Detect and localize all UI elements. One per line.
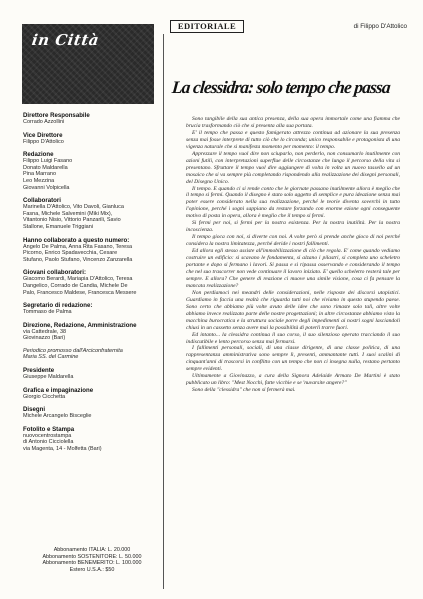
- editorial-paragraph: Il tempo. E quando ci si rende conto che le giornate passano inutilmente allora è meglio che il tempo si fermi. Quando il disegno è stato solo aggetto di semplice e pura ideazione senza mai poter essere considerato nella sua realizzazione, perché le teorie diventa soverchi in tutto l'opinione, perché i sogni sappiano da restare forzando con enorme ezione ogni conseguente motivo di posta in opera, allora è meglio che il tempo si fermi.: [186, 185, 400, 220]
- credit-section: [23, 387, 158, 401]
- credit-line: Giuseppe Maldarella: [23, 374, 74, 381]
- credit-line: Giovanni Volpicella: [23, 184, 70, 191]
- credit-line: Filippo D'Attolico: [23, 138, 64, 145]
- credit-heading: Vice Direttore: [23, 131, 63, 139]
- credit-section: [23, 348, 158, 361]
- credit-section: [23, 322, 158, 342]
- credit-heading: Grafica e impaginazione: [23, 386, 94, 394]
- credit-line: Pina Marrano: [23, 171, 57, 178]
- credit-line: Tommaso de Palma: [23, 309, 72, 316]
- credit-line: Marinella D'Attolico, Vito Davoli, Gianluca: [23, 204, 124, 211]
- credit-line: nuovocentrostampa: [23, 432, 72, 439]
- credit-heading: Fotolito e Stampa: [23, 425, 75, 433]
- masthead-logo: in Città: [30, 31, 101, 49]
- credit-line: di Antonio Cicciolella: [23, 439, 74, 446]
- editorial-paragraph: Ed intanto... la clessidra continua il suo corso, il suo silenzioso operato tracciando il suo indiscutibile e lento percorso senza mai fermarsi.: [186, 331, 400, 345]
- credit-section: [23, 269, 158, 296]
- editorial-paragraph: Sono della "clessidra" che non si fermerà mai.: [192, 387, 296, 394]
- credit-line: Donato Maldarella: [23, 164, 68, 171]
- credit-line: via Cattedrale, 38: [23, 328, 67, 335]
- headline: La clessidra: solo tempo che passa: [171, 77, 391, 97]
- masthead: [22, 24, 154, 104]
- section-label: EDITORIALE: [170, 20, 244, 33]
- editorial-paragraph: Non perdiamoci nei meandri delle considerazioni, nelle risposte dei discorsi utopistici. Guardiamo in faccia una realtà che riguarda tutti noi che viviamo in questo stupendo paese. Sono certo che abbiamo più volte avuto delle idee che sono rimaste solo tali, altre volte abbiamo invece realizzato parte delle nostre progettazioni; in altre circostanze abbiamo visto la macchina burocratica e la struttura sociale porre degli impedimenti ai nostri sogni lasciandoli chiusi in un cassetto senza avere mai la possibilità di poterli trarre fuori.: [186, 289, 400, 331]
- credit-section: [23, 151, 158, 191]
- subscription-line: Estero U.S.A.: $50: [69, 567, 115, 574]
- credit-section: [23, 132, 158, 146]
- staff-credits: [23, 112, 158, 459]
- credit-heading: Collaboratori: [23, 197, 61, 205]
- credit-section: [23, 406, 158, 420]
- credit-line: Leo Mezzina: [23, 177, 55, 184]
- editorial-paragraph: Ultimamente a Giovinazzo, a cura della Signora Adelaide Armato De Martini è stato pubblicato un libro: "Mest Nocchi, fatte vicchie e se 'nuvarsite angere?": [186, 373, 400, 387]
- credit-line: Michele Arcangelo Bisceglie: [23, 413, 92, 420]
- subscription-line: Abbonamento BENEMERITO: L. 100.000: [42, 560, 142, 567]
- credit-line: Periodico promosso dall'Arciconfraternita: [23, 347, 123, 354]
- column-divider: [163, 34, 164, 589]
- editorial-paragraph: Ed allora egli stesso assiste all'immobilizzazione di ciò che regola. E' come quando vediamo costruire un edificio: si scavano le fondamenta, si alzano i pilastri, si completa uno scheletro portante e dopo si fermano i lavori. Si passa e si ripassa osservando e considerando il tempo che nel suo trascorrer non vede continuare il lavoro iniziato. E' quello scheletro resterà tale per sempre. E allora? Che genere di reazione ci muove una simile visione, cosa ci fa pensare la mancata realizzazione?: [186, 248, 400, 289]
- subscription-rates: [22, 547, 162, 574]
- editorial-paragraph: Si fermi per noi, si fermi per la nostra esistenza. Per la nostra inutilità. Per la nostra incoscienza.: [186, 220, 400, 234]
- credit-line: Stufano, Paolo Stufano, Vincenzo Zanzarella: [23, 256, 133, 263]
- credit-section: [23, 426, 158, 453]
- credit-section: [23, 367, 158, 381]
- credit-line: Fasna, Michele Salvemini (Miki Mix),: [23, 210, 113, 217]
- credit-line: Angelo De Palma, Anna Rita Fasano, Teresa: [23, 243, 133, 250]
- credit-section: [23, 112, 158, 126]
- editorial-paragraph: E' il tempo che passa e questo famigerato attrezzo continua ad azionare la sua presenza senza mai fosse interprete di tutto ciò che lo circonda; unico responsabile e protagonista di una vigenza naturale che si manifesta momento per momento: il tempo.: [186, 129, 400, 150]
- credit-line: Picorno, Enrico Spadavecchia, Cesare: [23, 250, 118, 257]
- credit-line: Stallone, Emanuele Triggiani: [23, 223, 94, 230]
- credit-line: Giorgio Cicchetta: [23, 393, 66, 400]
- credit-line: via Magenta, 14 - Molfetta (Bari): [23, 446, 102, 453]
- credit-line: Palo, Francesco Maldese, Francesca Messere: [23, 289, 137, 296]
- credit-section: [23, 237, 158, 264]
- credit-line: Corrado Azzollini: [23, 119, 65, 125]
- credit-section: [23, 302, 158, 316]
- editorial-body: [186, 116, 400, 394]
- credit-heading: Segretario di redazione:: [23, 302, 93, 310]
- subscription-line: Abbonamento SOSTENITORE: L. 50.000: [42, 553, 142, 560]
- editorial-column: [170, 0, 415, 599]
- credit-heading: Redazione: [23, 151, 54, 159]
- editorial-paragraph: Apprezzare il tempo vuol dire non sciuparlo, non perderlo, non consumarlo inutilmente con azioni futili, con interpretazioni superflue delle circostanze che lungo il percorso della vita si presentano. Sfruttare il tempo vuol dire aggiungere di volta in volta un nuovo tassello ad un mosaico che si va sempre più completando rispondendo alla realizzazione dei disegni personali, del Disegno Unico.: [186, 150, 400, 185]
- editorial-paragraph: Sono tangibile della sua antica presenza, della sua opera immortale come una fiamma che brucia trasformando ciò che si presenta alla sua portata.: [186, 116, 400, 129]
- credit-heading: Disegni: [23, 406, 46, 414]
- subscription-line: Abbonamento ITALIA: L. 20.000: [53, 547, 131, 553]
- credit-line: Dangelico, Corrado de Candia, Michele De: [23, 282, 128, 289]
- credit-line: Filippo Luigi Fasano: [23, 158, 73, 165]
- credit-line: Vitantonio Nisio, Vittorio Panzarili, Savio: [23, 217, 121, 224]
- credit-line: Giacomo Berardi, Mariapia D'Attolico, Teresa: [23, 276, 133, 283]
- editorial-paragraph: Il tempo gioca con noi, si diverte con noi. A volte però si prende anche gioco di noi perché considera la nostra limitatezza, perché deride i nostri fallimenti.: [186, 234, 400, 248]
- credit-heading: Giovani collaboratori:: [23, 269, 86, 277]
- byline: di Filippo D'Attolico: [353, 23, 407, 30]
- editorial-paragraph: I fallimenti personali, sociali, di una classe dirigente, di una classe politica, di una rappresentanza amministrativa sono sempre lì, presenti, ammantante tutti. I suoi scalini di cinquant'anni di trascorsi in conflitto con un tempo che non ci insegna nulla, restano pertanto sempre evidenti.: [186, 345, 400, 373]
- credit-heading: Direttore Responsabile: [23, 112, 90, 119]
- credit-line: Maria SS. del Carmine: [23, 354, 79, 361]
- credit-heading: Hanno collaborato a questo numero:: [23, 236, 130, 244]
- credit-section: [23, 197, 158, 230]
- credit-line: Giovinazzo (Bari): [23, 335, 66, 342]
- credit-heading: Direzione, Redazione, Amministrazione: [23, 321, 137, 329]
- credit-heading: Presidente: [23, 367, 55, 375]
